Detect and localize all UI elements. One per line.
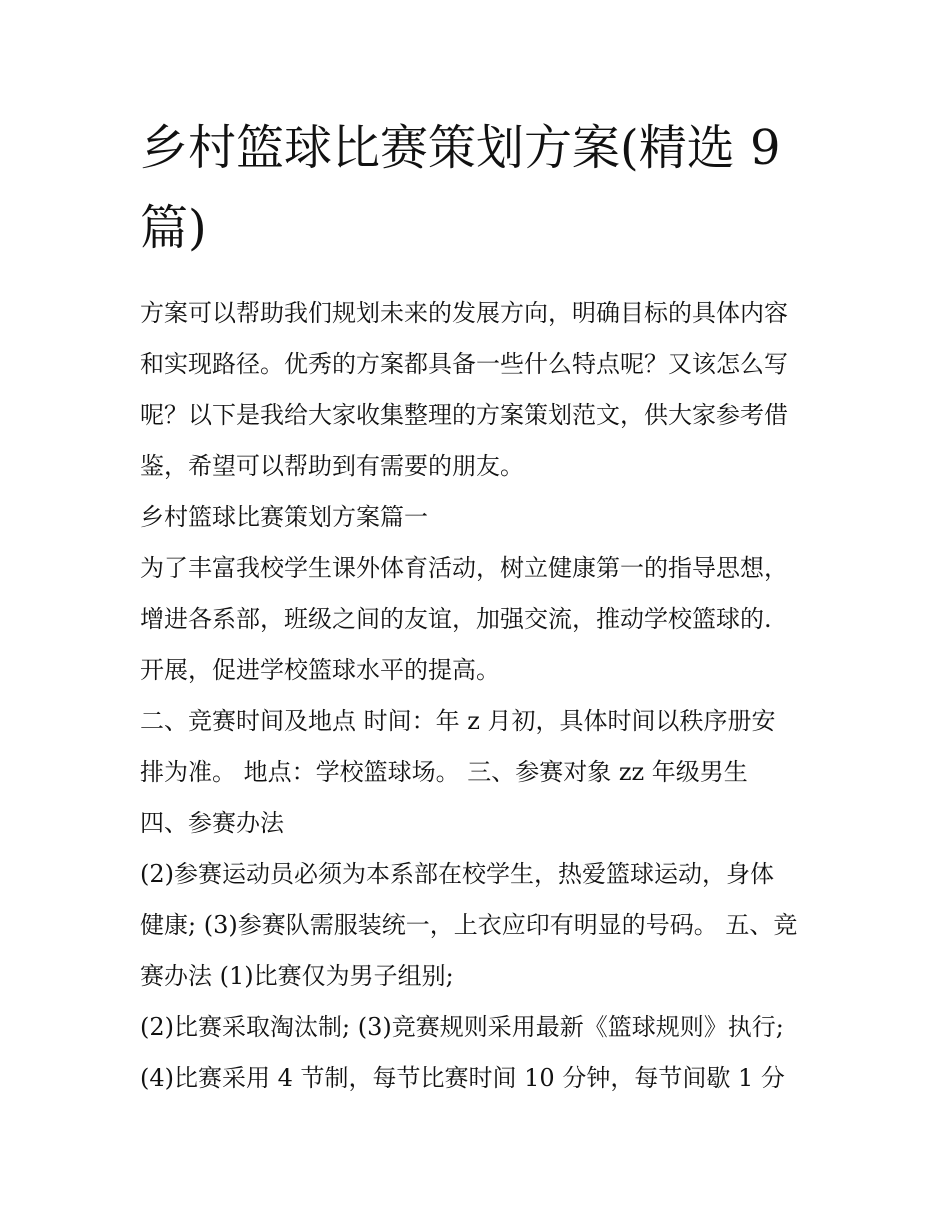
document-title: 乡村篮球比赛策划方案(精选 9 篇) (140, 120, 781, 256)
body-line: 开展，促进学校篮球水平的提高。 (140, 656, 500, 684)
body-line: (2)比赛采取淘汰制; (3)竞赛规则采用最新《篮球规则》执行; (140, 1013, 784, 1041)
body-line: 为了丰富我校学生课外体育活动，树立健康第一的指导思想， (140, 554, 788, 582)
document-page (140, 108, 820, 1104)
body-line: 排为准。 地点：学校篮球场。 三、参赛对象 zz 年级男生 (140, 758, 748, 786)
body-line: 和实现路径。优秀的方案都具备一些什么特点呢？又该怎么写 (140, 350, 788, 378)
body-line: 健康; (3)参赛队需服装统一，上衣应印有明显的号码。 五、竞 (140, 911, 798, 939)
document-body (140, 288, 820, 1104)
body-line: 增进各系部，班级之间的友谊，加强交流，推动学校篮球的. (140, 605, 772, 633)
body-line: 方案可以帮助我们规划未来的发展方向，明确目标的具体内容 (140, 299, 788, 327)
body-line: (4)比赛采用 4 节制，每节比赛时间 10 分钟，每节间歇 1 分 (140, 1064, 785, 1092)
body-line: (2)参赛运动员必须为本系部在校学生，热爱篮球运动，身体 (140, 860, 774, 888)
body-line: 鉴，希望可以帮助到有需要的朋友。 (140, 452, 524, 480)
body-line: 二、竞赛时间及地点 时间：年 z 月初，具体时间以秩序册安 (140, 707, 776, 735)
body-line: 呢？以下是我给大家收集整理的方案策划范文，供大家参考借 (140, 401, 788, 429)
body-line: 赛办法 (1)比赛仅为男子组别; (140, 962, 454, 990)
section-heading: 乡村篮球比赛策划方案篇一 (140, 503, 428, 531)
body-line: 四、参赛办法 (140, 809, 284, 837)
